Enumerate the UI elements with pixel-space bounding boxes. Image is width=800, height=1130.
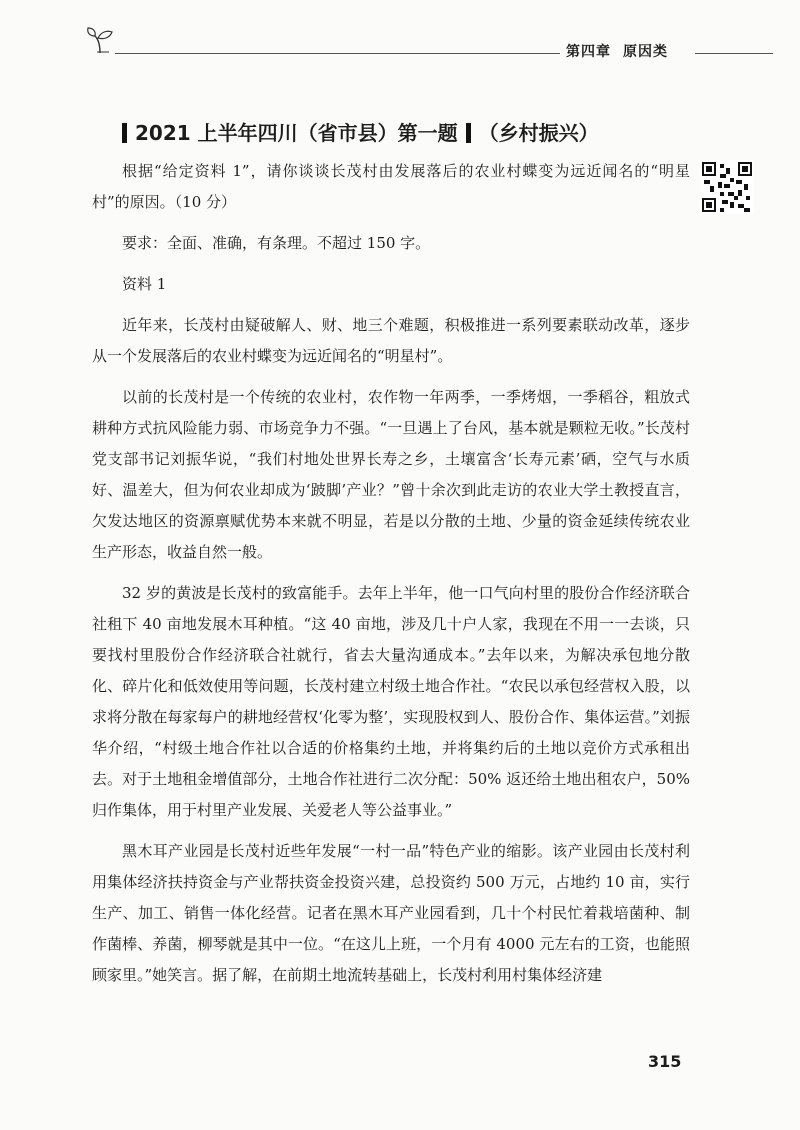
paragraph: 32 岁的黄波是长茂村的致富能手。去年上半年，他一口气向村里的股份合作经济联合社租下 40 亩地发展木耳种植。“这 40 亩地，涉及几十户人家，我现在不用一一去谈，只要找村里股份合作经济联合社就行，省去大量沟通成本。”去年以来，为解决承包地分散化、碎片化和低效使用等问题，长茂村建立村级土地合作社。“农民以承包经营权入股，以求将分散在每家每户的耕地经营权‘化零为整’，实现股权到人、股份合作、集体运营。”刘振华介绍，“村级土地合作社以合适的价格集约土地，并将集约后的土地以竞价方式承租出去。对于土地租金增值部分，土地合作社进行二次分配：50% 返还给土地出租农户，50% 归作集体，用于村里产业发展、关爱老人等公益事业。”: [92, 584, 690, 819]
page-content: [92, 156, 690, 1001]
question-title: [122, 117, 599, 146]
header-rule-right: [695, 53, 773, 54]
paragraph: 以前的长茂村是一个传统的农业村，农作物一年两季，一季烤烟，一季稻谷，粗放式耕种方式抗风险能力弱、市场竞争力不强。“一旦遇上了台风，基本就是颗粒无收。”长茂村党支部书记刘振华说，“我们村地处世界长寿之乡，土壤富含‘长寿元素’硒，空气与水质好、温差大，但为何农业却成为‘跛脚’产业？”曾十余次到此走访的农业大学土教授直言，欠发达地区的资源禀赋优势本来就不明显，若是以分散的土地、少量的资金延续传统农业生产形态，收益自然一般。: [92, 388, 690, 561]
title-bar-mark: [466, 123, 471, 143]
chapter-label: 第四章: [566, 44, 611, 60]
title-bar-mark: [122, 123, 127, 143]
header-rule-left: [115, 53, 560, 54]
requirement-text: 要求：全面、准确，有条理。不超过 150 字。: [122, 234, 431, 252]
paragraph: 近年来，长茂村由疑破解人、财、地三个难题，积极推进一系列要素联动改革，逐步从一个发展落后的农业村蝶变为远近闻名的“明星村”。: [92, 316, 690, 365]
question-text: 根据“给定资料 1”，请你谈谈长茂村由发展落后的农业村蝶变为远近闻名的“明星村”的原因。（10 分）: [92, 162, 690, 211]
title-tag: （乡村振兴）: [478, 121, 599, 145]
leaf-logo-icon: [85, 26, 115, 54]
qr-code-icon: [700, 160, 754, 214]
material-label: 资料 1: [122, 275, 167, 293]
paragraph: 黑木耳产业园是长茂村近些年发展“一村一品”特色产业的缩影。该产业园由长茂村利用集体经济扶持资金与产业帮扶资金投资兴建，总投资约 500 万元，占地约 10 亩，实行生产、加工、销售一体化经营。记者在黑木耳产业园看到，几十个村民忙着栽培菌种、制作菌棒、养菌，柳琴就是其中一位。“在这儿上班，一个月有 4000 元左右的工资，也能照顾家里。”她笑言。据了解，在前期土地流转基础上，长茂村利用村集体经济建: [92, 842, 690, 984]
page-number: 315: [648, 1052, 682, 1071]
section-label: 原因类: [623, 44, 668, 60]
title-text: 2021 上半年四川（省市县）第一题: [135, 121, 458, 145]
running-header: [566, 41, 690, 61]
